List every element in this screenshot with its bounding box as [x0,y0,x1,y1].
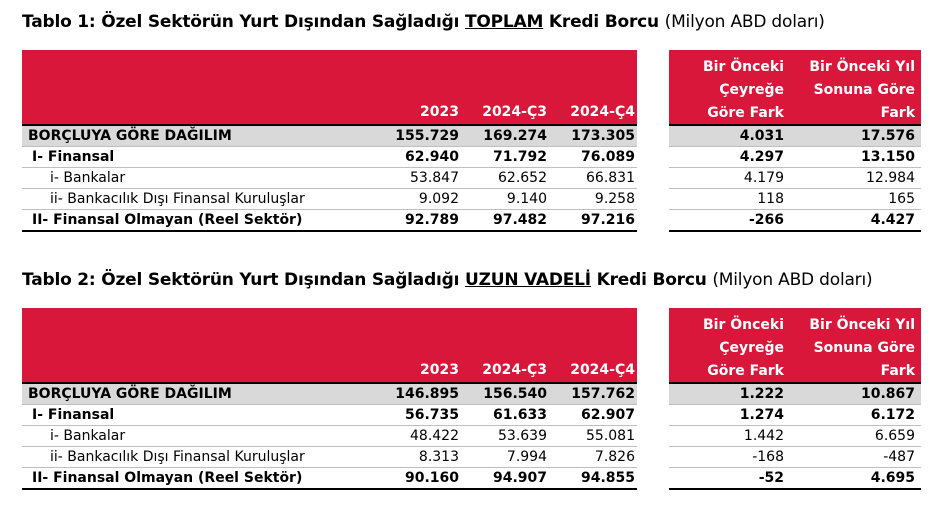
row-label: BORÇLUYA GÖRE DAĞILIM [28,128,232,144]
column-header-2: 2024-Ç4 [570,362,635,378]
column-header-2: 2024-Ç4 [570,104,635,120]
diff-header-line: Fark [880,105,915,121]
title-prefix: Tablo 2: Özel Sektörün Yurt Dışından Sağladığı [22,270,465,290]
row-value: 71.792 [492,149,547,165]
row-label: II- Finansal Olmayan (Reel Sektör) [32,212,303,228]
diff-header-line: Çeyreğe [719,82,784,98]
diff-header-line: Çeyreğe [719,340,784,356]
diff-header-line: Bir Önceki Yıl [809,59,915,75]
row-value: 90.160 [404,470,459,486]
row-label: I- Finansal [32,407,115,423]
row-value: 146.895 [395,386,459,402]
row-value: 48.422 [410,428,459,444]
table-row [22,447,921,467]
row-diff: 4.297 [739,149,784,165]
row-value: 97.482 [492,212,547,228]
title-emphasis: UZUN VADELİ [464,270,591,290]
row-value: 61.633 [492,407,547,423]
row-value: 97.216 [580,212,635,228]
table-row [22,147,921,167]
row-value: 94.907 [492,470,547,486]
diff-header-line: Sonuna Göre [813,340,915,356]
row-value: 9.140 [506,191,547,207]
divider [669,488,921,490]
row-value: 9.258 [594,191,635,207]
row-diff: 4.179 [743,170,784,186]
row-label: BORÇLUYA GÖRE DAĞILIM [28,386,232,402]
row-value: 173.305 [571,128,635,144]
row-value: 156.540 [483,386,547,402]
title-unit: (Milyon ABD doları) [664,12,825,32]
row-value: 7.826 [594,449,635,465]
diff-header-line: Sonuna Göre [813,82,915,98]
divider [22,488,637,490]
row-label: ii- Bankacılık Dışı Finansal Kuruluşlar [50,449,305,465]
table-row [22,405,921,425]
diff-column-header-1 [791,314,915,383]
diff-column-header-0 [660,56,784,125]
row-value: 155.729 [395,128,459,144]
diff-column-header-0 [660,314,784,383]
table-row [22,384,921,404]
table-row [22,468,921,488]
diff-header-line: Göre Fark [707,105,784,121]
title-emphasis: TOPLAM [464,12,544,32]
row-value: 7.994 [506,449,547,465]
row-diff: 12.984 [866,170,915,186]
row-diff: 4.031 [739,128,784,144]
row-value: 62.652 [498,170,547,186]
row-diff: 1.274 [739,407,784,423]
row-diff: 1.222 [739,386,784,402]
row-value: 157.762 [571,386,635,402]
row-diff: -266 [748,212,784,228]
row-value: 56.735 [404,407,459,423]
row-diff: 6.659 [874,428,915,444]
row-diff: 6.172 [870,407,915,423]
table-row [22,426,921,446]
row-value: 62.907 [580,407,635,423]
table-title [22,12,825,32]
diff-header-line: Fark [880,363,915,379]
row-value: 66.831 [586,170,635,186]
row-label: i- Bankalar [50,170,126,186]
title-unit: (Milyon ABD doları) [712,270,873,290]
table-title [22,270,872,290]
row-label: ii- Bankacılık Dışı Finansal Kuruluşlar [50,191,305,207]
table-row [22,189,921,209]
row-value: 169.274 [483,128,547,144]
column-header-0: 2023 [420,104,459,120]
row-value: 94.855 [580,470,635,486]
table-row [22,168,921,188]
row-diff: -52 [758,470,784,486]
row-value: 8.313 [418,449,459,465]
row-label: I- Finansal [32,149,115,165]
diff-header-line: Bir Önceki Yıl [809,317,915,333]
row-diff: 165 [888,191,915,207]
row-diff: -168 [752,449,784,465]
row-diff: 4.427 [870,212,915,228]
row-value: 53.639 [498,428,547,444]
column-header-1: 2024-Ç3 [482,362,547,378]
title-suffix: Kredi Borcu [590,270,713,290]
diff-header-line: Bir Önceki [702,317,784,333]
column-header-0: 2023 [420,362,459,378]
row-diff: -487 [883,449,915,465]
row-diff: 13.150 [860,149,915,165]
divider [669,230,921,232]
row-label: i- Bankalar [50,428,126,444]
divider [22,230,637,232]
title-prefix: Tablo 1: Özel Sektörün Yurt Dışından Sağladığı [22,12,465,32]
row-value: 62.940 [404,149,459,165]
row-diff: 17.576 [860,128,915,144]
row-value: 53.847 [410,170,459,186]
table-row [22,126,921,146]
diff-column-header-1 [791,56,915,125]
row-label: II- Finansal Olmayan (Reel Sektör) [32,470,303,486]
diff-header-line: Bir Önceki [702,59,784,75]
row-diff: 10.867 [860,386,915,402]
table-row [22,210,921,230]
row-value: 92.789 [404,212,459,228]
title-suffix: Kredi Borcu [543,12,665,32]
row-value: 76.089 [580,149,635,165]
column-header-1: 2024-Ç3 [482,104,547,120]
diff-header-line: Göre Fark [707,363,784,379]
row-diff: 1.442 [743,428,784,444]
row-value: 9.092 [418,191,459,207]
row-diff: 4.695 [870,470,915,486]
row-diff: 118 [757,191,784,207]
row-value: 55.081 [586,428,635,444]
